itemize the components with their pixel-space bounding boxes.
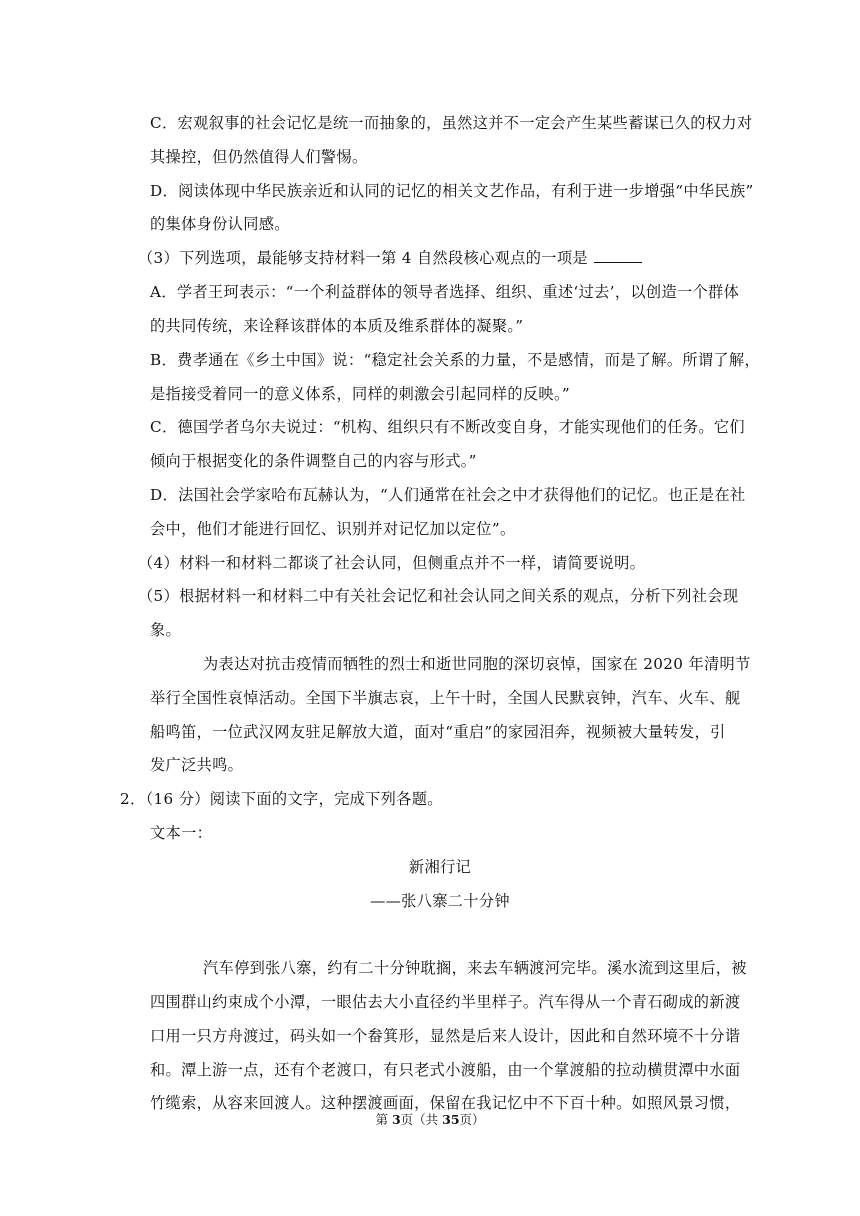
question-5-line-2: 象。 (150, 621, 182, 639)
question-4: （4）材料一和材料二都谈了社会认同，但侧重点并不一样，请简要说明。 (138, 554, 646, 572)
q3-option-b-line-2: 是指接受着同一的意义体系，同样的刺激会引起同样的反映。” (150, 385, 571, 403)
option-d-line-2: 的集体身份认同感。 (150, 215, 290, 233)
q3-option-b-line-1: B．费孝通在《乡土中国》说：“稳定社会关系的力量，不是感情，而是了解。所谓了解， (150, 351, 761, 369)
question-5-line-1: （5）根据材料一和材料二中有关社会记忆和社会认同之间关系的观点，分析下列社会现 (138, 587, 739, 605)
option-d-line-1: D．阅读体现中华民族亲近和认同的记忆的相关文艺作品，有利于进一步增强“中华民族” (150, 182, 754, 200)
passage-line-2: 四围群山约束成个小潭，一眼估去大小直径约半里样子。汽车得从一个青石砌成的新渡 (150, 993, 741, 1011)
page-footer (0, 1112, 860, 1128)
question-2-heading: 2．（16 分）阅读下面的文字，完成下列各题。 (120, 790, 443, 808)
passage-line-4: 和。潭上游一点，还有个老渡口，有只老式小渡船，由一个掌渡船的拉动横贯潭中水面 (150, 1061, 741, 1079)
footer-total-pages: 35 (442, 1112, 460, 1127)
q3-option-c-line-1: C．德国学者乌尔夫说过：“机构、组织只有不断改变自身，才能实现他们的任务。它们 (150, 418, 745, 436)
passage-line-3: 口用一只方舟渡过，码头如一个畚箕形，显然是后来人设计，因此和自然环境不十分谐 (150, 1027, 741, 1045)
footer-middle: 页（共 (400, 1112, 443, 1127)
footer-prefix: 第 (375, 1112, 392, 1127)
scenario-line-4: 发广泛共鸣。 (150, 756, 244, 774)
answer-blank (594, 248, 642, 263)
question-3-stem (138, 248, 718, 268)
passage-subtitle: ——张八寨二十分钟 (370, 892, 510, 910)
option-c-line-1: C．宏观叙事的社会记忆是统一而抽象的，虽然这并不一定会产生某些蓄谋已久的权力对 (150, 114, 753, 132)
passage-line-1: 汽车停到张八寨，约有二十分钟耽搁，来去车辆渡河完毕。溪水流到这里后，被 (203, 959, 747, 977)
scenario-line-1: 为表达对抗击疫情而牺牲的烈士和逝世同胞的深切哀悼，国家在 2020 年清明节 (203, 655, 751, 673)
text-one-label: 文本一： (150, 824, 213, 842)
footer-page-number: 3 (391, 1112, 401, 1127)
scenario-line-3: 船鸣笛，一位武汉网友驻足解放大道，面对“重启”的家园泪奔，视频被大量转发，引 (150, 723, 726, 741)
q3-option-a-line-1: A．学者王珂表示：“一个利益群体的领导者选择、组织、重述‘过去’，以创造一个群体 (150, 283, 740, 301)
option-c-line-2: 其操控，但仍然值得人们警惕。 (150, 148, 368, 166)
passage-line-5: 竹缆索，从容来回渡人。这种摆渡画面，保留在我记忆中不下百十种。如照风景习惯， (150, 1094, 741, 1112)
passage-title: 新湘行记 (408, 858, 472, 876)
q3-option-c-line-2: 倾向于根据变化的条件调整自己的内容与形式。” (150, 452, 477, 470)
question-3-text: （3）下列选项，最能够支持材料一第 4 自然段核心观点的一项是 (138, 249, 588, 267)
scenario-line-2: 举行全国性哀悼活动。全国下半旗志哀，上午十时，全国人民默哀钟，汽车、火车、舰 (150, 689, 741, 707)
q3-option-d-line-1: D．法国社会学家哈布瓦赫认为，“人们通常在社会之中才获得他们的记忆。也正是在社 (150, 486, 746, 504)
footer-suffix: 页） (459, 1112, 485, 1127)
q3-option-d-line-2: 会中，他们才能进行回忆、识别并对记忆加以定位”。 (150, 520, 516, 538)
q3-option-a-line-2: 的共同传统，来诠释该群体的本质及维系群体的凝聚。” (150, 317, 524, 335)
